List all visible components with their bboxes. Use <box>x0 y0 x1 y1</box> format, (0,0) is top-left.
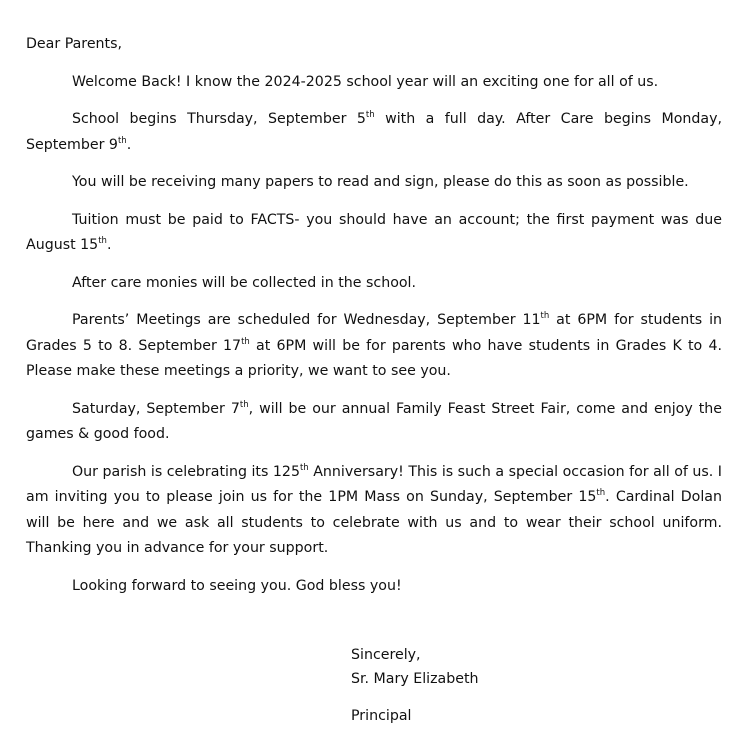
superscript: th <box>596 488 606 498</box>
text-segment: . Cardinal Dolan will be here and we ask all students to celebrate with us and to wear their school uniform. Thanking you in advance for your support. <box>26 489 722 556</box>
letter-body <box>26 32 722 599</box>
paragraph-welcome: Welcome Back! I know the 2024-2025 school year will an exciting one for all of us. <box>72 73 659 90</box>
paragraph-tuition <box>26 208 722 259</box>
superscript: th <box>98 236 107 246</box>
superscript: th <box>540 311 550 321</box>
paragraph-street-fair <box>26 397 722 448</box>
text-segment: Saturday, September 7 <box>72 400 240 417</box>
text-segment: Parents’ Meetings are scheduled for Wednesday, September 11 <box>72 312 541 328</box>
superscript: th <box>117 135 127 146</box>
text-segment: at 6PM will be for parents who have students in Grades K to 4. Please make these meetings a priority, we want to see you. <box>26 337 722 379</box>
superscript: th <box>241 336 250 347</box>
signer-title: Principal <box>351 708 412 724</box>
signer-name: Sr. Mary Elizabeth <box>351 671 479 687</box>
text-segment: Our parish is celebrating its 125 <box>72 463 300 480</box>
superscript: th <box>365 110 375 120</box>
paragraph-anniversary <box>26 460 722 562</box>
text-segment: Tuition must be paid to FACTS- you should have an account; the first payment was due August 15 <box>26 211 722 253</box>
text-segment: , will be our annual Family Feast Street Fair, come and enjoy the games & good food. <box>26 400 722 442</box>
paragraph-parents-meetings <box>26 308 722 385</box>
text-segment: . <box>106 237 112 253</box>
salutation: Dear Parents, <box>26 36 123 52</box>
paragraph-papers: You will be receiving many papers to read and sign, please do this as soon as possible. <box>72 174 689 190</box>
text-segment: . <box>126 136 132 153</box>
paragraph-after-care: After care monies will be collected in the school. <box>72 274 417 291</box>
paragraph-farewell: Looking forward to seeing you. God bless you! <box>72 577 402 594</box>
superscript: th <box>239 399 249 410</box>
text-segment: Anniversary! This is such a special occasion for all of us. I am inviting you to please join us for the 1PM Mass on Sunday, September 15 <box>26 463 722 505</box>
text-segment: with a full day. After Care begins Monday, September 9 <box>26 111 722 153</box>
text-segment: at 6PM for students in Grades 5 to 8. September 17 <box>26 312 722 354</box>
valediction: Sincerely, <box>351 647 421 663</box>
superscript: th <box>299 462 309 473</box>
text-segment: School begins Thursday, September 5 <box>72 111 366 127</box>
paragraph-school-start <box>26 107 722 158</box>
